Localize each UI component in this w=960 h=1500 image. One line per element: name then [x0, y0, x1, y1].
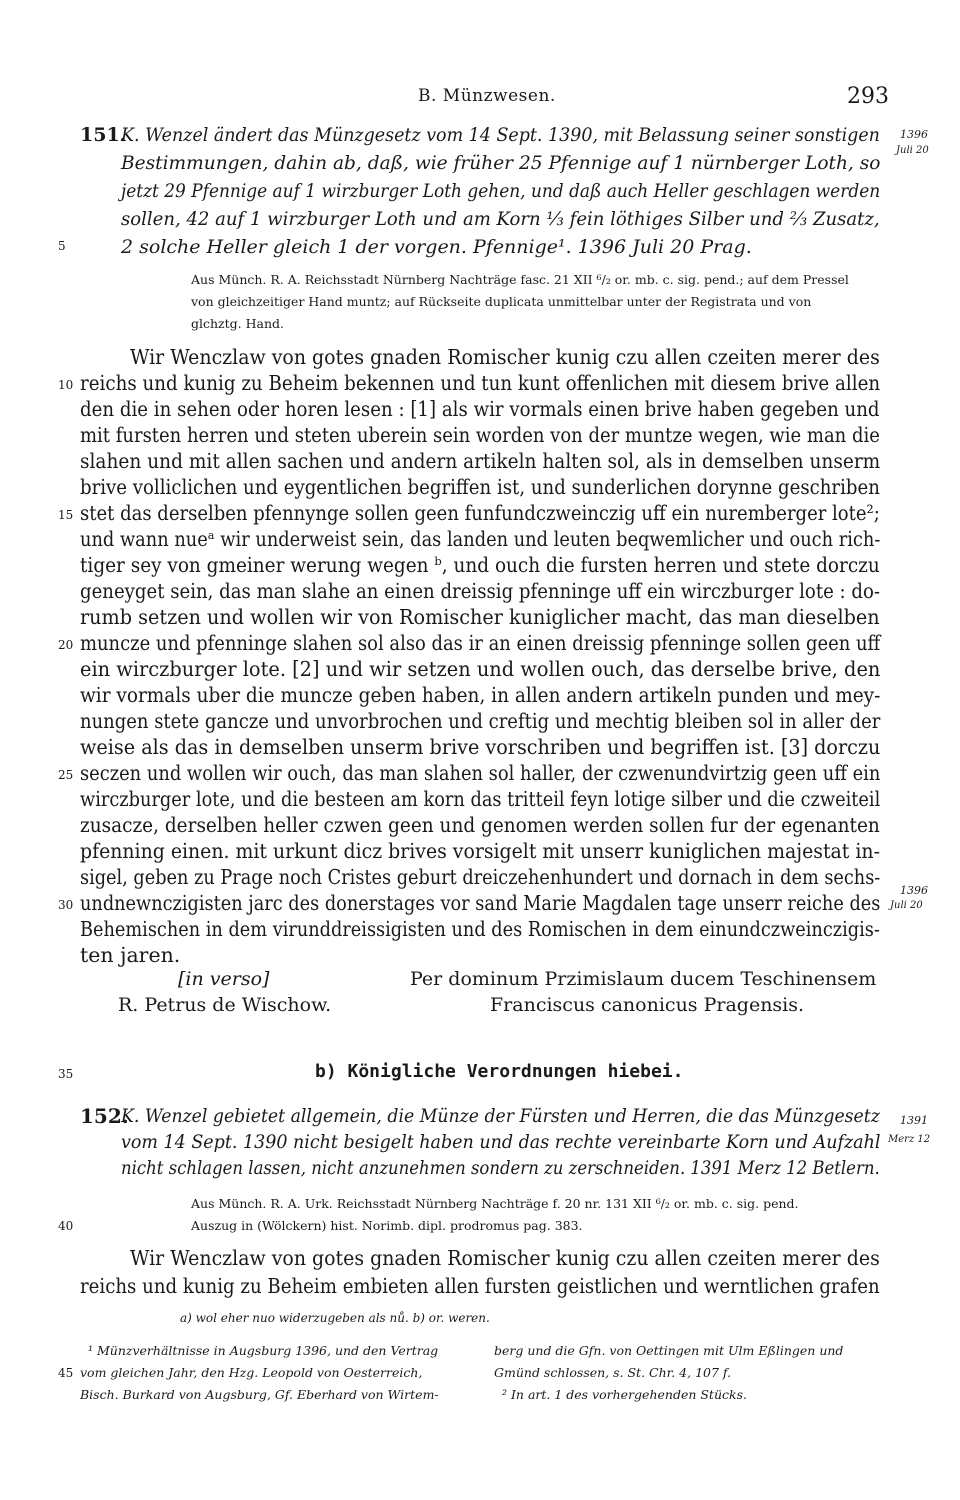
text-151-line-9: tiger sey von gmeiner werung wegen ᵇ, und ouch die fursten herren und stete dorczu [80, 553, 880, 577]
running-header: B. Münzwesen. [418, 86, 556, 106]
line-number-5: 5 [58, 239, 66, 253]
text-151-line-16: weise als das in demselben unserm brive vorschriben und begriffen ist. [3] dorczu [80, 735, 881, 759]
line-number-45: 45 [58, 1366, 74, 1380]
line-number-35: 35 [58, 1067, 74, 1081]
footnote-left-line-3: Bisch. Burkard von Augsburg, Gf. Eberhard von Wirtem- [80, 1387, 439, 1402]
regest-152-line-3: nicht schlagen lassen, nicht anzunehmen sondern zu zerschneiden. 1391 Merz 12 Betlern. [121, 1157, 880, 1179]
text-151-line-10: geneyget sein, das man slahe an einen dreissig pfenninge uff ein wirczburger lote : do- [80, 579, 881, 603]
line-number-25: 25 [58, 768, 74, 782]
margin-year-152: 1391 [900, 1114, 928, 1127]
regest-151-line-4: sollen, 42 auf 1 wirzburger Loth und am Korn ⅓ fein löthiges Silber und ⅔ Zusatz, [121, 208, 880, 230]
sign-right-1: Per dominum Przimislaum ducem Teschinensem [410, 968, 877, 990]
footnote-right-line-1: berg und die Gfn. von Oettingen mit Ulm Eßlingen und [494, 1343, 844, 1358]
text-151-line-13: ein wirczburger lote. [2] und wir setzen und wollen ouch, das derselbe brive, den [80, 657, 881, 681]
text-151-line-19: zusacze, derselben heller czwen geen und genomen werden sollen fur der egenanten [80, 813, 880, 837]
text-151-line-7: stet das derselben pfennynge sollen geen funfundczweinczig uff ein nuremberger lote²; [80, 501, 880, 525]
source-151-line-2: von gleichzeitiger Hand muntz; auf Rückseite duplicata unmittelbar unter der Registrata und von [191, 294, 812, 309]
margin-year-151: 1396 [900, 128, 928, 141]
text-152-line-1: Wir Wenczlaw von gotes gnaden Romischer kunig czu allen czeiten merer des [130, 1246, 880, 1270]
margin-year-151-closing: 1396 [900, 884, 928, 897]
text-151-line-15: nungen stete gancze und unvorbrochen und creftig und mechtig bleiben sol in aller der [80, 709, 881, 733]
footnote-left-line-1: ¹ Münzverhältnisse in Augsburg 1396, und den Vertrag [88, 1343, 439, 1358]
source-151-line-3: glchztg. Hand. [191, 316, 284, 331]
margin-day-151-closing: Juli 20 [890, 900, 923, 911]
regest-152-line-1: K. Wenzel gebietet allgemein, die Münze der Fürsten und Herren, die das Münzgesetz [121, 1105, 880, 1127]
footnote-right-line-2: Gmünd schlossen, s. St. Chr. 4, 107 f. [494, 1365, 732, 1380]
line-number-30: 30 [58, 898, 74, 912]
line-number-20: 20 [58, 638, 74, 652]
text-151-line-23: Behemischen in dem virunddreissigisten und des Romischen in dem einundczweinczigis- [80, 917, 880, 941]
source-152-line-1: Aus Münch. R. A. Urk. Reichsstadt Nürnberg Nachträge f. 20 nr. 131 XII ⁶/₂ or. mb. c. sig. pend. [191, 1196, 799, 1211]
regest-151-line-5: 2 solche Heller gleich 1 der vorgen. Pfennige¹. 1396 Juli 20 Prag. [121, 236, 752, 258]
regest-151-line-2: Bestimmungen, dahin ab, daß, wie früher 25 Pfennige auf 1 nürnberger Loth, so [121, 152, 881, 174]
section-heading: b) Königliche Verordnungen hiebei. [315, 1061, 684, 1082]
text-151-line-22: undnewnczigisten jarc des donerstages vor sand Marie Magdalen tage unserr reiche des [80, 891, 881, 915]
source-151-line-1: Aus Münch. R. A. Reichsstadt Nürnberg Nachträge fasc. 21 XII ⁶/₂ or. mb. c. sig. pend.; auf dem Pressel [191, 272, 849, 287]
footnote-left-line-2: vom gleichen Jahr, den Hzg. Leopold von Oesterreich, [80, 1365, 423, 1380]
source-152-line-2: Auszug in (Wölckern) hist. Norimb. dipl. prodromus pag. 383. [191, 1218, 583, 1233]
in-verso: [in verso] [178, 968, 270, 990]
line-number-10: 10 [58, 378, 74, 392]
margin-day-151: Juli 20 [896, 145, 929, 156]
footnote-right-line-3: ² In art. 1 des vorhergehenden Stücks. [502, 1387, 747, 1402]
margin-day-152: Merz 12 [888, 1134, 931, 1145]
text-151-line-20: pfenning einen. mit urkunt dicz brives vorsigelt mit unserr kuniglichen majestat in- [80, 839, 880, 863]
regest-151-line-3: jetzt 29 Pfennige auf 1 wirzburger Loth gehen, und daß auch Heller geschlagen werden [121, 180, 881, 202]
text-152-line-2: reichs und kunig zu Beheim embieten allen fursten geistlichen und werntlichen grafen [80, 1274, 880, 1298]
sign-right-2: Franciscus canonicus Pragensis. [490, 994, 805, 1016]
text-151-line-8: und wann nueᵃ wir underweist sein, das landen und leuten beqwemlicher und ouch rich- [80, 527, 881, 551]
text-151-line-3: den die in sehen oder horen lesen : [1] als wir vormals einen brive haben gegeben und [80, 397, 880, 421]
text-151-line-6: brive volliclichen und eygentlichen begriffen ist, und sunderlichen dorynne geschriben [80, 475, 880, 499]
line-number-15: 15 [58, 508, 74, 522]
page-number: 293 [847, 84, 889, 109]
regest-151-line-1: K. Wenzel ändert das Münzgesetz vom 14 Sept. 1390, mit Belassung seiner sonstigen [121, 124, 880, 146]
text-151-line-1: Wir Wenczlaw von gotes gnaden Romischer kunig czu allen czeiten merer des [130, 345, 880, 369]
text-151-line-12: muncze und pfenninge slahen sol also das ir an einen dreissig pfenninge sollen geen uff [80, 631, 881, 655]
line-number-40: 40 [58, 1219, 74, 1233]
critical-apparatus: a) wol eher nuo widerzugeben als nů. b) or. weren. [180, 1311, 490, 1325]
text-151-line-5: slahen und mit allen sachen und andern artikeln halten sol, als in demselben unserm [80, 449, 881, 473]
doc-number-151: 151. [80, 124, 127, 146]
text-151-line-18: wirczburger lote, und die besteen am korn das tritteil feyn lotige silber und die czweiteil [80, 787, 881, 811]
text-151-line-24: ten jaren. [80, 943, 181, 967]
sign-left: R. Petrus de Wischow. [118, 994, 332, 1016]
text-151-line-21: sigel, geben zu Prage noch Cristes geburt dreiczehenhundert und dornach in dem sechs- [80, 865, 881, 889]
text-151-line-11: rumb setzen und wollen wir von Romischer kuniglicher macht, das man dieselben [80, 605, 880, 629]
text-151-line-17: seczen und wollen wir ouch, das man slahen sol haller, der czwenundvirtzig geen uff ein [80, 761, 881, 785]
text-151-line-14: wir vormals uber die muncze geben haben, in allen andern artikeln punden und mey- [80, 683, 881, 707]
text-151-line-2: reichs und kunig zu Beheim bekennen und tun kunt offenlichen mit diesem brive allen [80, 371, 881, 395]
regest-152-line-2: vom 14 Sept. 1390 nicht besigelt haben und das rechte vereinbarte Korn und Aufzahl [121, 1131, 881, 1153]
text-151-line-4: mit fursten herren und steten uberein sein worden von der muntze wegen, wie man die [80, 423, 880, 447]
doc-number-152: 152. [80, 1104, 129, 1128]
